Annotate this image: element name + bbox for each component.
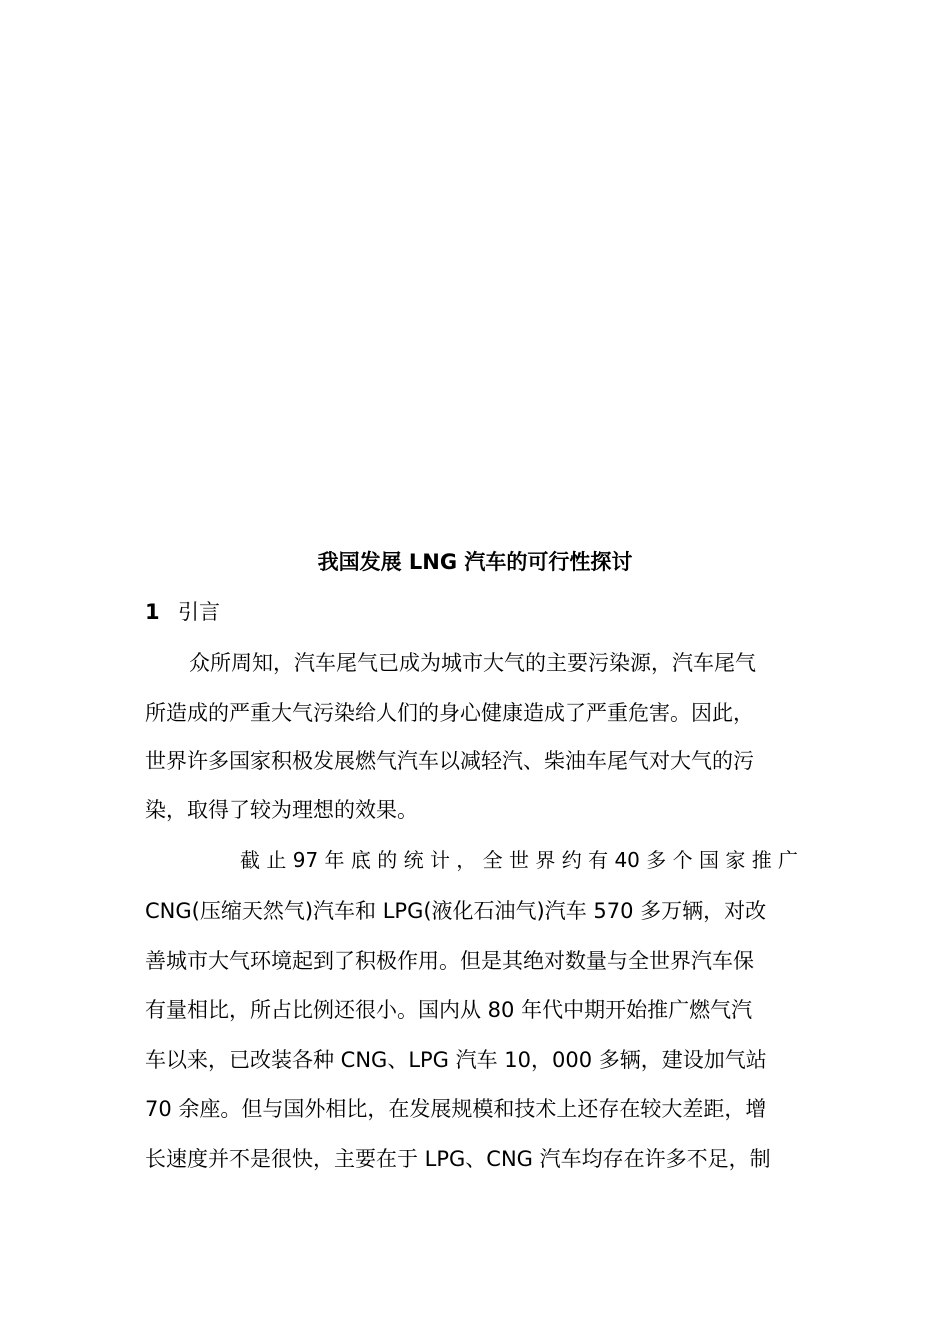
paragraph-2-line: 70 余座。但与国外相比，在发展规模和技术上还存在较大差距，增	[145, 1097, 767, 1121]
paragraph-2-line: 截 止 97 年 底 的 统 计 ， 全 世 界 约 有 40 多 个 国 家 推 广	[240, 848, 799, 872]
paragraph-2-line: 有量相比，所占比例还很小。国内从 80 年代中期开始推广燃气汽	[145, 998, 753, 1022]
section-number: 1	[145, 600, 160, 624]
document-title: 我国发展 LNG 汽车的可行性探讨	[317, 550, 633, 574]
paragraph-1-line: 染，取得了较为理想的效果。	[145, 798, 418, 822]
paragraph-1-line: 众所周知，汽车尾气已成为城市大气的主要污染源，汽车尾气	[189, 651, 756, 675]
paragraph-2-line: CNG(压缩天然气)汽车和 LPG(液化石油气)汽车 570 多万辆，对改	[145, 899, 767, 923]
paragraph-2-line: 车以来，已改装各种 CNG、LPG 汽车 10，000 多辆，建设加气站	[145, 1048, 767, 1072]
paragraph-2-line: 善城市大气环境起到了积极作用。但是其绝对数量与全世界汽车保	[145, 949, 754, 973]
paragraph-1-line: 所造成的严重大气污染给人们的身心健康造成了严重危害。因此，	[145, 701, 754, 725]
section-heading	[145, 596, 220, 628]
paragraph-2-line: 长速度并不是很快，主要在于 LPG、CNG 汽车均存在许多不足，制	[145, 1147, 771, 1171]
section-title: 引言	[178, 600, 220, 624]
paragraph-1-line: 世界许多国家积极发展燃气汽车以减轻汽、柴油车尾气对大气的污	[145, 749, 754, 773]
